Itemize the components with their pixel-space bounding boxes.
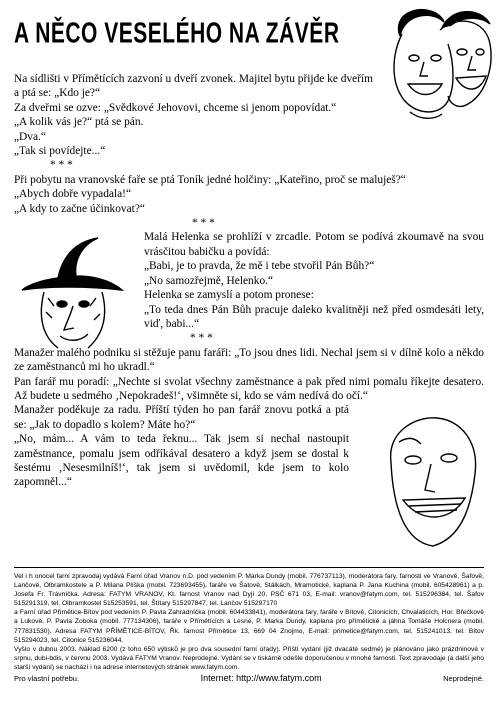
joke-paragraph: Pan farář mu poradí: „Nechte si svolat všechny zaměstnance a pak před nimi pomalu říkejte desatero. Až budete u sedmého ‚Nepokradeš!‘, všimněte si, kdo se vám nedívá do očí.“: [14, 375, 484, 402]
footer-left-note: Pro vlastní potřebu.: [14, 674, 80, 684]
joke-paragraph: Manažer poděkuje za radu. Příští týden ho pan farář znovu potká a ptá se: „Jak to dopadlo s kolem? Máte ho?“: [14, 404, 349, 431]
joke-paragraph: Za dveřmi se ozve: „Svědkové Jehovovi, chceme si jenom popovídat.“: [14, 101, 337, 114]
joke-paragraph: „To teda dnes Pán Bůh pracuje daleko kvalitněji než před osmdesáti lety, viď, babi...“: [144, 303, 484, 330]
imprint-paragraph: Vyšlo v dubnu 2003. Náklad 6200 (z toho 650 výtisků je pro dva sousední farní úřady). Příští vydání (již dvacáté sedmé) je plánováno jako prázdninové v srpnu, dubi-bdis, v červnu 2003. Vydává FATYM Vranov. Neprodejné. Vydání se v tiskárně odešle doporučenou v mnohé farnosti. Text zpravodaje (a další jeho starší vydání) se nachází i na adrese internetových stránek www.fatym.com.: [14, 645, 484, 671]
page-title: A NĚCO VESELÉHO NA ZÁVĚR: [14, 18, 340, 50]
joke-paragraph: „No, mám... A vám to teda řeknu... Tak jsem si nechal nastoupit zaměstnance, pomalu jsem odříkával desatero a když jsem se dostal k šestému ‚Nesesmilníš!‘, tak jsem si uvědomil, kde jsem to kolo zapomněl...“: [14, 433, 349, 489]
imprint-footer: [14, 567, 484, 683]
article-body: [14, 72, 484, 490]
joke-paragraph: Malá Helenka se prohlíží v zrcadle. Potom se podívá zkoumavě na svou vrásčitou babičku a povídá:: [144, 231, 484, 258]
separator: * * *: [192, 217, 215, 230]
separator: * * *: [50, 159, 73, 172]
joke-paragraph: „Babi, je to pravda, že mě i tebe stvořil Pán Bůh?“: [144, 260, 375, 273]
joke-paragraph: Při pobytu na vranovské faře se ptá Toník jedné holčiny: „Kateřino, proč se maluješ?“: [14, 173, 406, 186]
website-link[interactable]: Internet: http://www.fatym.com: [200, 673, 322, 684]
footer-right-note: Neprodejné.: [443, 674, 484, 684]
footer-bottom-line: [14, 674, 484, 683]
joke-paragraph: „No samozřejmě, Helenko.“: [144, 274, 274, 287]
imprint-paragraph: a Farní úřad Přímětice-Bítov pod vedením P. Pavla Zahradníčka (mobil. 604433841), moderátora fary, faráře v Bítově, Citonicích, Chvalaticích, Hor. Břečkově a Lukově, P. Pavla Zoboka (mobil. 777134306), faráře v Přímětících a Lesné, P. Marka Dundy, kaplana pro přímětické a jáhna Tomáše Holcnera (mobil. 777831530). Adresa FATYM PŘÍMĚTICE-BÍTOV, Řk. farnost Přímětice 13, 669 04 Znojmo, E-mail: primetice@fatym.com, tel. 515241013, tel. Bítov 515294023, tel. Citonice 515236044.: [14, 609, 484, 644]
joke-paragraph: „A kdy to začne účinkovat?“: [14, 202, 145, 215]
joke-paragraph: „Dva.“: [14, 130, 46, 143]
joke-paragraph: „A kolik vás je?“ ptá se pán.: [14, 116, 144, 129]
joke-paragraph: „Abych dobře vypadala!“: [14, 188, 132, 201]
joke-paragraph: Manažer malého podniku si stěžuje panu faráři: „To jsou dnes lidi. Nechal jsem si v dílně kolo a někdo ze zaměstnanců mi ho ukradl.“: [14, 346, 484, 374]
joke-paragraph: „Tak si povídejte...“: [14, 145, 106, 158]
joke-paragraph: Helenka se zamyslí a potom pronese:: [144, 289, 314, 302]
joke-paragraph: Na sídlišti v Přímětících zazvoní u dveří zvonek. Majitel bytu přijde ke dveřím a ptá se: „Kdo je?“: [14, 73, 374, 100]
imprint-paragraph: Vel i h onocel farní zpravodaj vydává Farní úřad Vranov n.D. pod vedením P. Marka Dundy (mobil. 776737113), moderátora fary, farnosti ve Vranově, Šafově, Lančově, Olbramkostele a P. Milana Plíška (mobil. 723693455), faráře ve Šatově, Stálkách, Mramotické, kaplana P. Jana Kuchina (mobil. 605428961) a p. Josefa Fr. Trávníčka. Adresa: FATYM VRANOV, Kt. farnost Vranov nad Dyjí 20, PSČ 671 03, E-mail: vranov@fatym.com, tel. 515296384, tel. Šafov 515291319, tel. Olbramkostel 515253591, tel. Štítary 515297847, tel. Lančov 515297170: [14, 573, 484, 608]
separator: * * *: [190, 332, 213, 345]
